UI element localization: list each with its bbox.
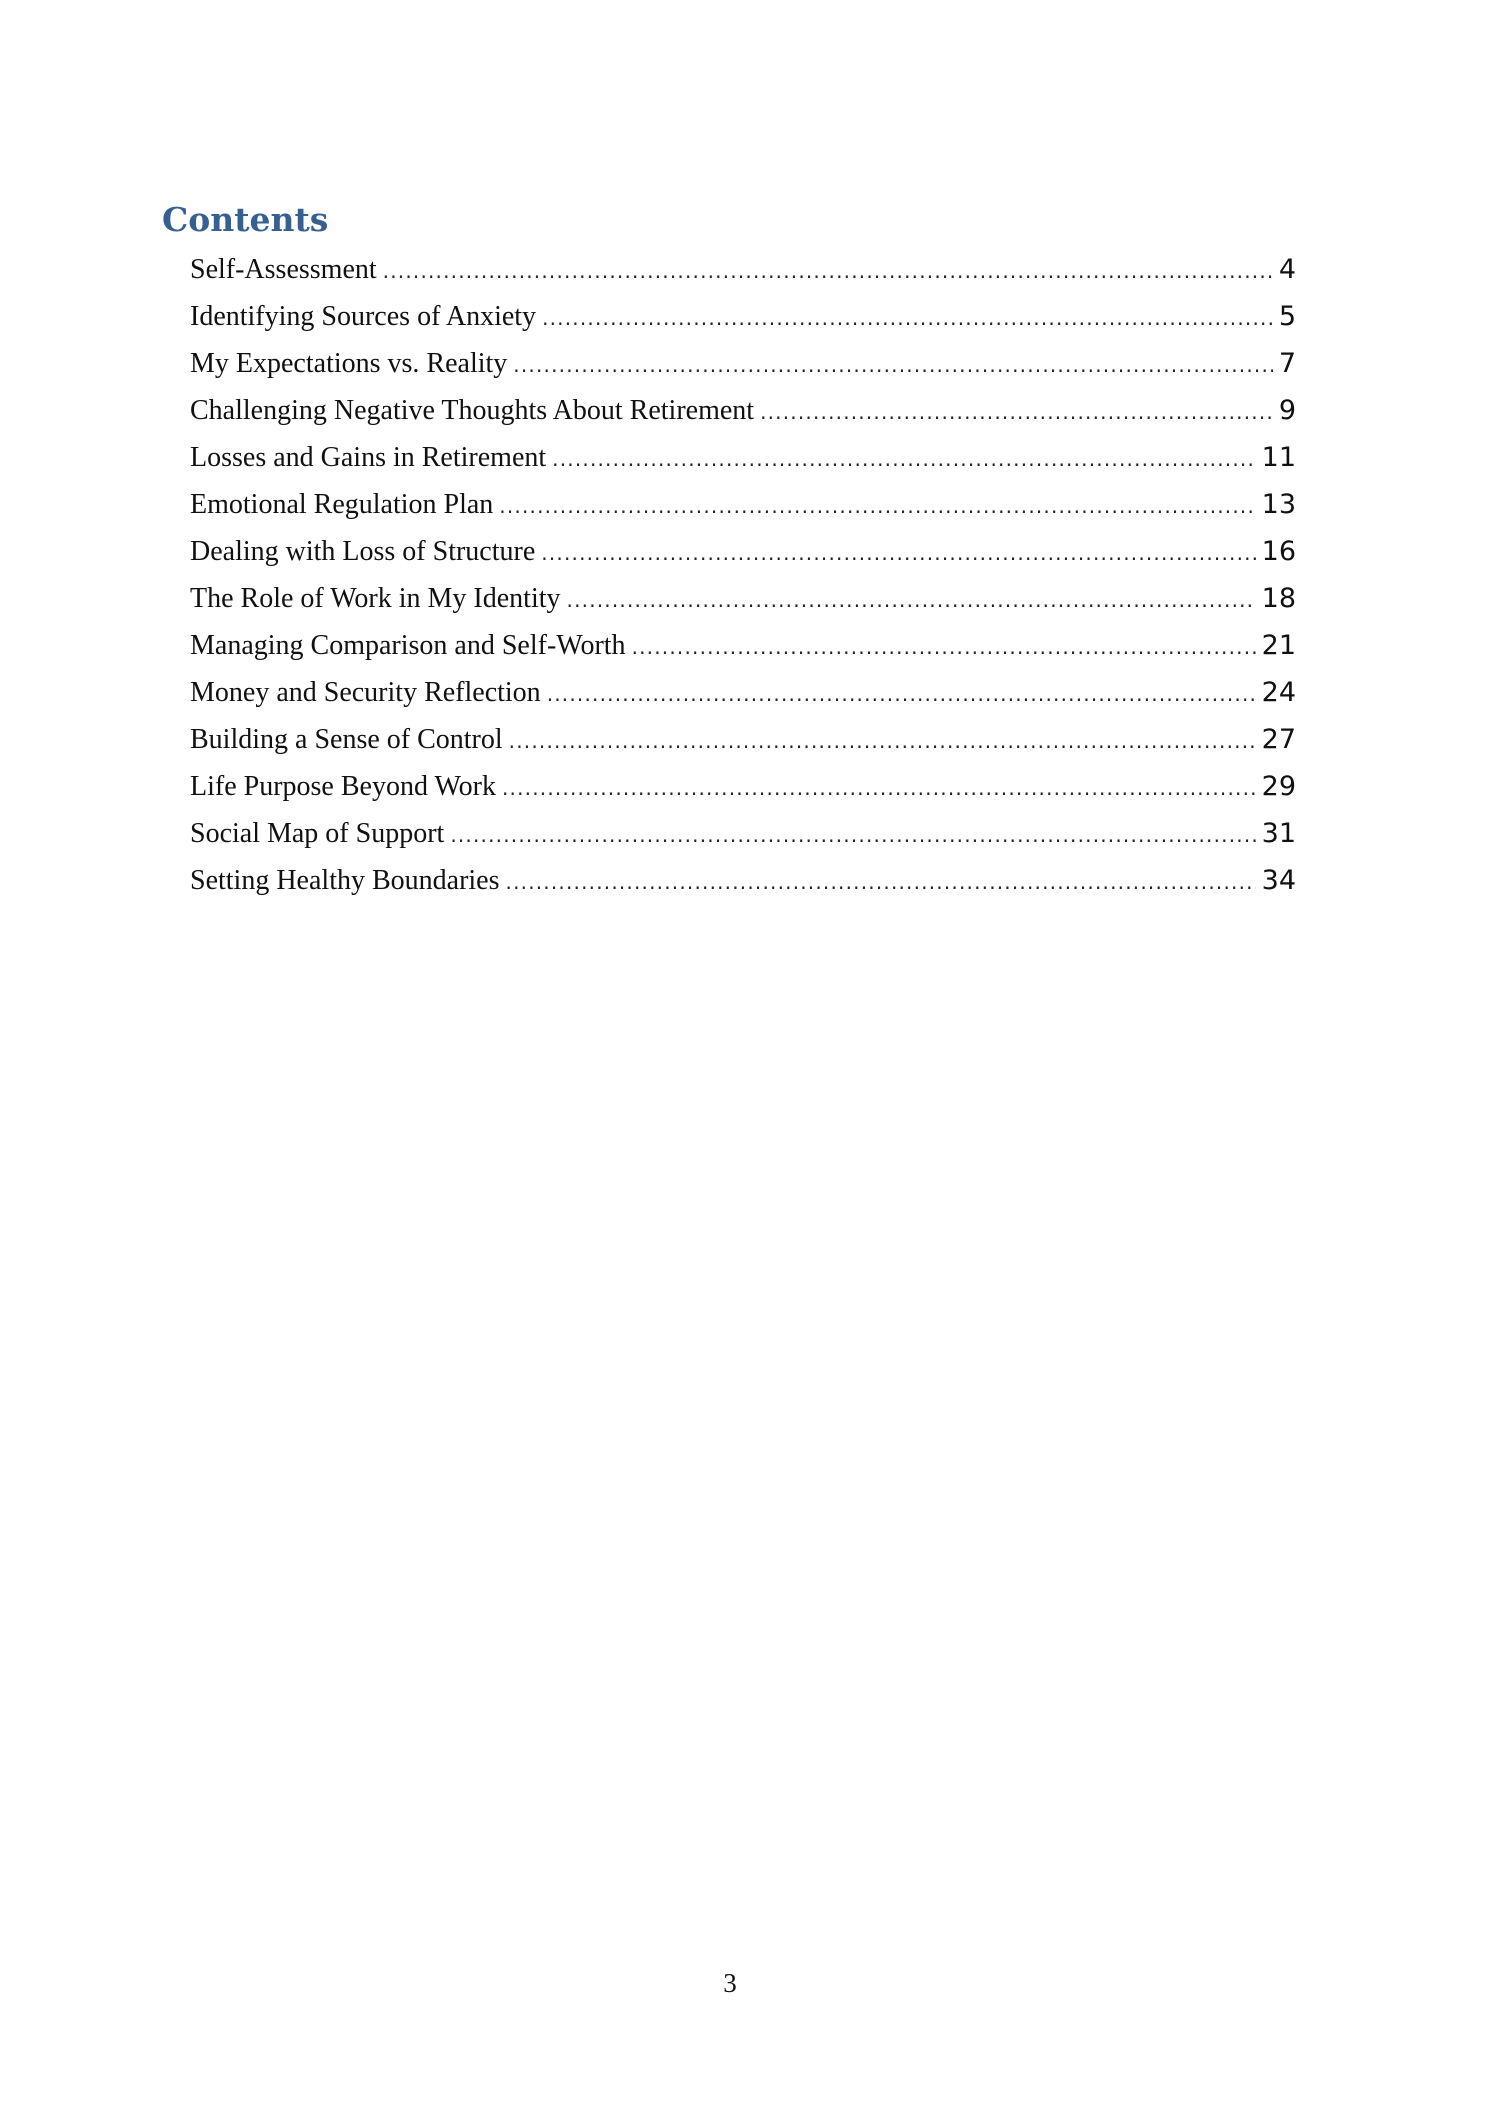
toc-entry-page: 24 xyxy=(1261,677,1296,708)
toc-entry-title: Social Map of Support xyxy=(190,818,445,849)
toc-dot-leader xyxy=(547,671,1256,718)
toc-entry[interactable] xyxy=(190,246,1296,293)
toc-entry-page: 21 xyxy=(1261,630,1296,661)
toc-entry-title: Emotional Regulation Plan xyxy=(190,489,494,520)
toc-entry[interactable] xyxy=(190,481,1296,528)
toc-dot-leader xyxy=(509,718,1256,765)
toc-heading: Contents xyxy=(162,200,329,239)
toc-entry-title: Building a Sense of Control xyxy=(190,724,503,755)
toc-entry[interactable] xyxy=(190,293,1296,340)
toc-entry[interactable] xyxy=(190,716,1296,763)
toc-entry[interactable] xyxy=(190,857,1296,904)
toc-entry[interactable] xyxy=(190,669,1296,716)
toc-entry-page: 5 xyxy=(1278,301,1296,332)
toc-dot-leader xyxy=(542,295,1273,342)
toc-entry[interactable] xyxy=(190,340,1296,387)
toc-entry[interactable] xyxy=(190,763,1296,810)
toc-entry-title: Identifying Sources of Anxiety xyxy=(190,301,537,332)
toc-entry-page: 4 xyxy=(1278,254,1296,285)
toc-entry-page: 9 xyxy=(1278,395,1296,426)
toc-entry[interactable] xyxy=(190,434,1296,481)
toc-entry-title: My Expectations vs. Reality xyxy=(190,348,508,379)
toc-entry-page: 18 xyxy=(1261,583,1296,614)
toc-entry-page: 13 xyxy=(1261,489,1296,520)
toc-dot-leader xyxy=(502,765,1256,812)
toc-entry-page: 11 xyxy=(1261,442,1296,473)
toc-dot-leader xyxy=(552,436,1255,483)
toc-dot-leader xyxy=(632,624,1256,671)
toc-dot-leader xyxy=(506,859,1256,906)
toc-entry-title: Money and Security Reflection xyxy=(190,677,541,708)
toc-entry-page: 16 xyxy=(1261,536,1296,567)
toc-dot-leader xyxy=(450,812,1255,859)
toc-entry-page: 31 xyxy=(1261,818,1296,849)
toc-dot-leader xyxy=(383,248,1273,295)
toc-list xyxy=(190,246,1296,904)
toc-entry[interactable] xyxy=(190,528,1296,575)
toc-entry-title: Dealing with Loss of Structure xyxy=(190,536,536,567)
toc-entry-title: Challenging Negative Thoughts About Retirement xyxy=(190,395,755,426)
toc-dot-leader xyxy=(567,577,1256,624)
toc-dot-leader xyxy=(760,389,1273,436)
toc-entry[interactable] xyxy=(190,622,1296,669)
toc-entry[interactable] xyxy=(190,575,1296,622)
toc-dot-leader xyxy=(499,483,1255,530)
toc-entry-title: Losses and Gains in Retirement xyxy=(190,442,547,473)
toc-entry-page: 27 xyxy=(1261,724,1296,755)
toc-entry-title: The Role of Work in My Identity xyxy=(190,583,561,614)
toc-entry-title: Life Purpose Beyond Work xyxy=(190,771,496,802)
toc-dot-leader xyxy=(513,342,1273,389)
toc-entry-title: Setting Healthy Boundaries xyxy=(190,865,500,896)
toc-entry-page: 29 xyxy=(1261,771,1296,802)
toc-entry-page: 7 xyxy=(1278,348,1296,379)
toc-entry[interactable] xyxy=(190,810,1296,857)
toc-dot-leader xyxy=(541,530,1255,577)
toc-entry-page: 34 xyxy=(1261,865,1296,896)
toc-entry[interactable] xyxy=(190,387,1296,434)
toc-entry-title: Managing Comparison and Self-Worth xyxy=(190,630,626,661)
toc-entry-title: Self-Assessment xyxy=(190,254,377,285)
page-number: 3 xyxy=(723,1968,737,1998)
